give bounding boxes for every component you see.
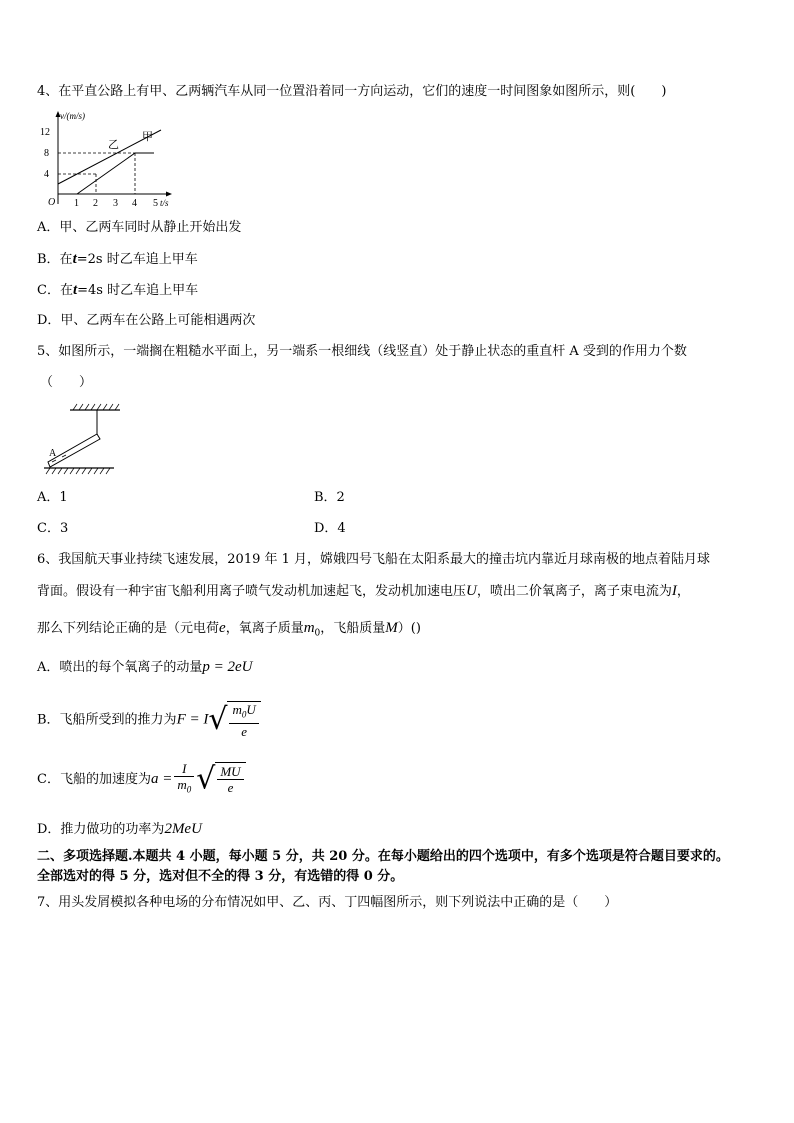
q6-option-b: B．飞船所受到的推力为F = I√ $\frac{m_0U}{e}$ bbox=[37, 701, 261, 739]
x-tick-2: 2 bbox=[93, 198, 98, 209]
q6-option-a: A．喷出的每个氧离子的动量p = 2eU bbox=[37, 659, 253, 675]
section-2-heading-line-1: 二、多项选择题.本题共 4 小题，每小题 5 分，共 20 分。在每小题给出的四个选项中，有多个选项是符合题目要求的。 bbox=[37, 849, 729, 864]
q5-option-a: A．1 bbox=[37, 490, 68, 505]
q6-line-3: 那么下列结论正确的是（元电荷e，氧离子质量$m_0$，飞船质量M）() bbox=[37, 620, 421, 639]
q4-option-b: B．在t=2s 时乙车追上甲车 bbox=[37, 251, 198, 267]
q6-option-d: D．推力做功的功率为2MeU bbox=[37, 821, 202, 837]
sqrt-symbol: √ $\frac{MU}{e}$ bbox=[196, 762, 245, 797]
x-axis-label: t/s bbox=[160, 198, 169, 208]
q5-option-b: B．2 bbox=[314, 490, 345, 505]
q5-answer-paren: （ ） bbox=[40, 375, 93, 390]
x-tick-3: 3 bbox=[113, 198, 118, 209]
y-axis-label: v/(m/s) bbox=[60, 111, 85, 121]
label-jia: 甲 bbox=[142, 131, 153, 143]
x-axis-arrow bbox=[166, 192, 172, 197]
origin-label: O bbox=[48, 197, 56, 208]
y-tick-12: 12 bbox=[40, 127, 50, 138]
q6-line-2: 背面。假设有一种宇宙飞船利用离子喷气发动机加速起飞，发动机加速电压U，喷出二价氧离子，离子束电流为I， bbox=[37, 583, 690, 599]
q4-option-d: D．甲、乙两车在公路上可能相遇两次 bbox=[37, 313, 256, 328]
q4-option-c: C．在t=4s 时乙车追上甲车 bbox=[37, 282, 199, 298]
x-tick-5: 5 bbox=[153, 198, 158, 209]
q4-stem: 4、在平直公路上有甲、乙两辆汽车从同一位置沿着同一方向运动，它们的速度一时间图象如图所示，则( ) bbox=[37, 84, 667, 99]
x-tick-4: 4 bbox=[132, 198, 137, 209]
q5-option-c: C．3 bbox=[37, 521, 69, 536]
sqrt-symbol: √ $\frac{m_0U}{e}$ bbox=[208, 701, 260, 739]
rod-label: A bbox=[49, 448, 57, 459]
q5-stem: 5、如图所示，一端搁在粗糙水平面上，另一端系一根细线（线竖直）处于静止状态的重直杆 A 受到的作用力个数 bbox=[37, 344, 687, 359]
x-tick-1: 1 bbox=[74, 198, 79, 209]
q4-velocity-time-graph bbox=[36, 108, 176, 214]
section-2-heading-line-2: 全部选对的得 5 分，选对但不全的得 3 分，有选错的得 0 分。 bbox=[37, 869, 404, 884]
q5-option-d: D．4 bbox=[314, 521, 346, 536]
q6-line-1: 6、我国航天事业持续飞速发展，2019 年 1 月，嫦娥四号飞船在太阳系最大的撞击坑内靠近月球南极的地点着陆月球 bbox=[37, 552, 711, 567]
q5-rod-figure bbox=[40, 402, 124, 478]
q6-option-c: C．飞船的加速度为a = $\frac{I}{m_0}$ √ $\frac{MU}{e}$ bbox=[37, 761, 246, 798]
q4-option-a: A．甲、乙两车同时从静止开始出发 bbox=[37, 220, 242, 235]
label-yi: 乙 bbox=[108, 139, 119, 151]
q7-stem: 7、用头发屑模拟各种电场的分布情况如甲、乙、丙、丁四幅图所示，则下列说法中正确的是（ ） bbox=[37, 895, 618, 910]
y-tick-4: 4 bbox=[44, 169, 49, 180]
y-tick-8: 8 bbox=[44, 148, 49, 159]
